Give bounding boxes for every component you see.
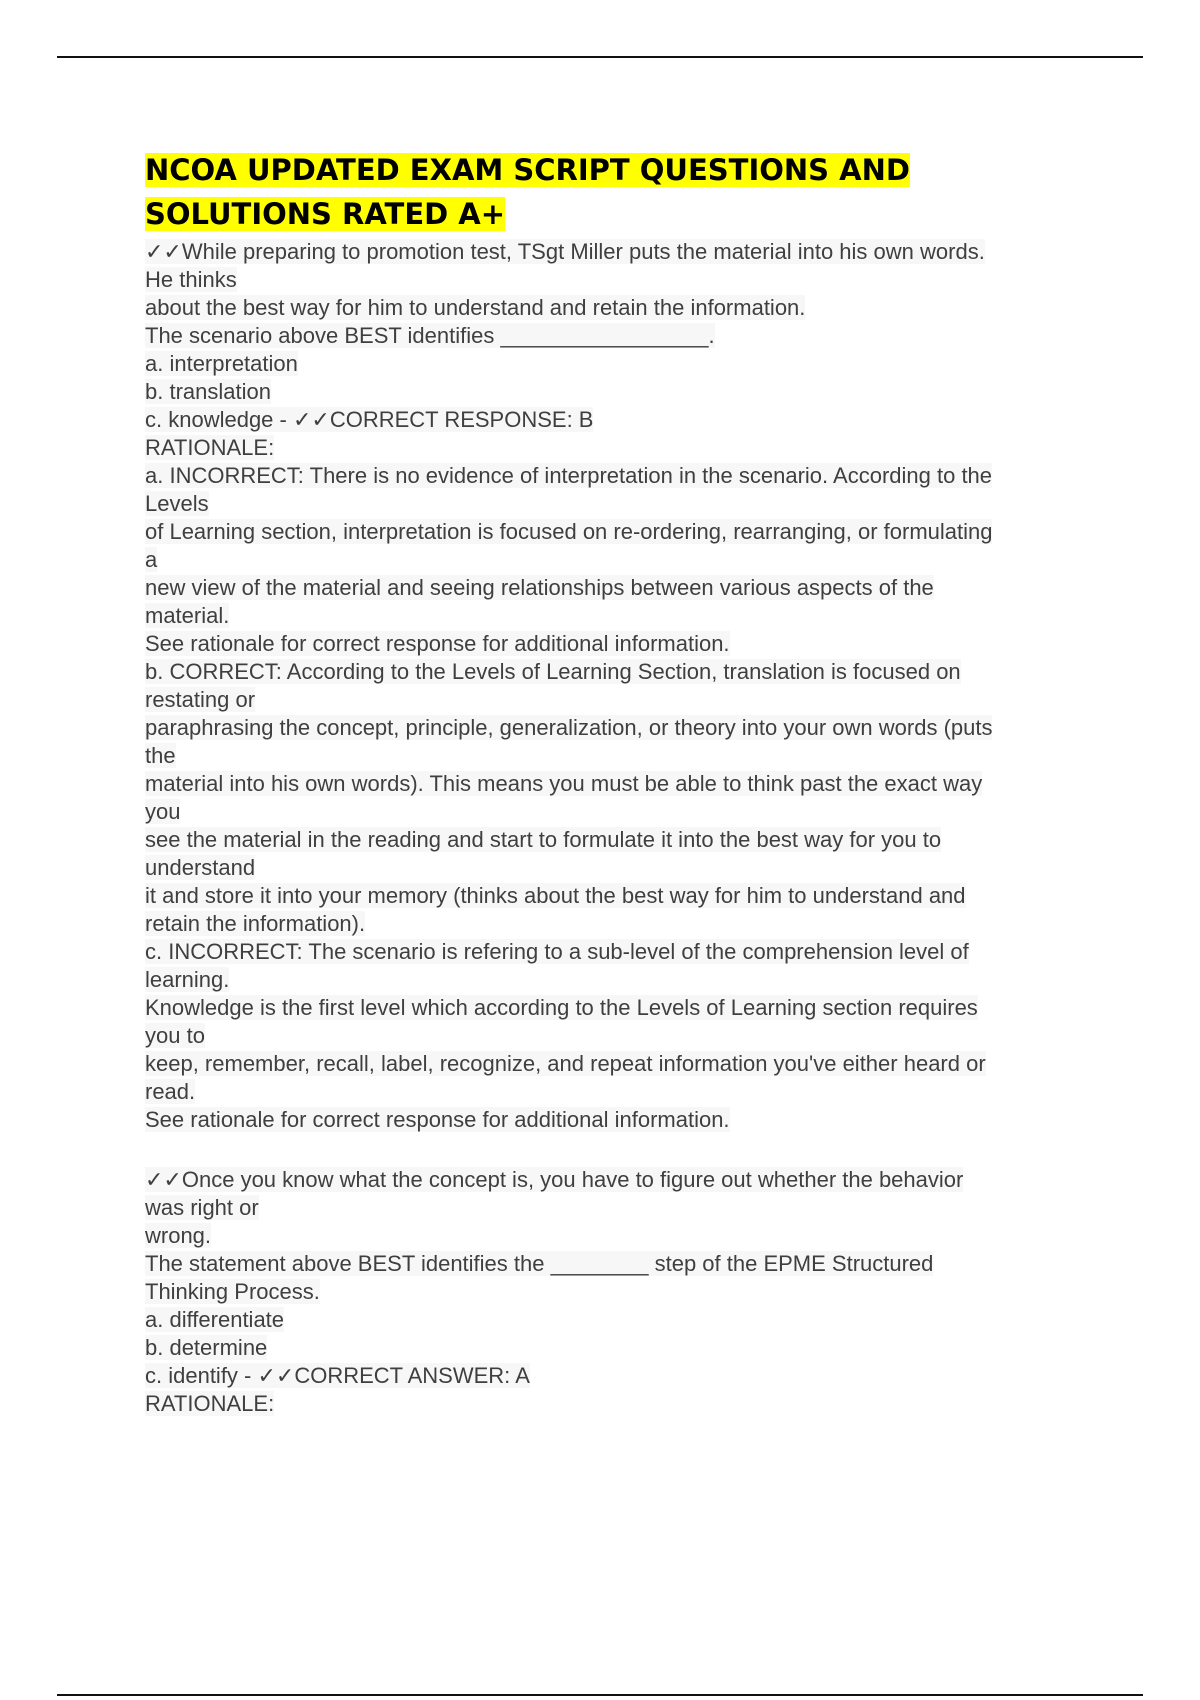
text-line: it and store it into your memory (thinks about the best way for him to understand and: [145, 883, 966, 908]
text-line: of Learning section, interpretation is focused on re-ordering, rearranging, or formulating: [145, 519, 993, 544]
title-line-2: SOLUTIONS RATED A+: [145, 197, 506, 231]
rationale-heading: RATIONALE:: [145, 435, 275, 460]
text-line: ✓✓While preparing to promotion test, TSgt Miller puts the material into his own words.: [145, 239, 985, 264]
text-line: about the best way for him to understand and retain the information.: [145, 295, 806, 320]
document-body: [145, 148, 1080, 1418]
text-line: See rationale for correct response for additional information.: [145, 631, 730, 656]
text-line: See rationale for correct response for additional information.: [145, 1107, 730, 1132]
option-c: c. identify - ✓✓CORRECT ANSWER: A: [145, 1363, 530, 1388]
text-line: learning.: [145, 967, 230, 992]
document-title: [145, 148, 1080, 236]
text-line: wrong.: [145, 1223, 212, 1248]
text-line: b. CORRECT: According to the Levels of Learning Section, translation is focused on: [145, 659, 961, 684]
title-line-1: NCOA UPDATED EXAM SCRIPT QUESTIONS AND: [145, 153, 910, 187]
text-line: understand: [145, 855, 256, 880]
top-rule: [57, 56, 1143, 58]
question-2: [145, 1166, 1080, 1418]
option-b: b. translation: [145, 379, 271, 404]
text-line: a. INCORRECT: There is no evidence of interpretation in the scenario. According to the: [145, 463, 993, 488]
text-line: was right or: [145, 1195, 259, 1220]
text-line: read.: [145, 1079, 196, 1104]
text-line: The statement above BEST identifies the ________ step of the EPME Structured: [145, 1251, 934, 1276]
text-line: retain the information).: [145, 911, 366, 936]
question-1: [145, 238, 1080, 1134]
text-line: see the material in the reading and start to formulate it into the best way for you to: [145, 827, 942, 852]
rationale-heading: RATIONALE:: [145, 1391, 275, 1416]
option-c: c. knowledge - ✓✓CORRECT RESPONSE: B: [145, 407, 594, 432]
text-line: c. INCORRECT: The scenario is refering to a sub-level of the comprehension level of: [145, 939, 969, 964]
text-line: a: [145, 547, 158, 572]
option-a: a. interpretation: [145, 351, 298, 376]
text-line: He thinks: [145, 267, 237, 292]
text-line: paraphrasing the concept, principle, generalization, or theory into your own words (puts: [145, 715, 993, 740]
text-line: the: [145, 743, 176, 768]
option-a: a. differentiate: [145, 1307, 285, 1332]
option-b: b. determine: [145, 1335, 268, 1360]
text-line: The scenario above BEST identifies _________________.: [145, 323, 715, 348]
text-line: you to: [145, 1023, 205, 1048]
text-line: Levels: [145, 491, 209, 516]
text-line: new view of the material and seeing relationships between various aspects of the: [145, 575, 934, 600]
text-line: restating or: [145, 687, 256, 712]
text-line: keep, remember, recall, label, recognize, and repeat information you've either heard or: [145, 1051, 986, 1076]
bottom-rule: [57, 1694, 1143, 1696]
text-line: material into his own words). This means you must be able to think past the exact way: [145, 771, 983, 796]
text-line: Knowledge is the first level which according to the Levels of Learning section requires: [145, 995, 978, 1020]
text-line: material.: [145, 603, 230, 628]
text-line: Thinking Process.: [145, 1279, 320, 1304]
section-spacer: [145, 1134, 1080, 1164]
text-line: you: [145, 799, 181, 824]
text-line: ✓✓Once you know what the concept is, you have to figure out whether the behavior: [145, 1167, 964, 1192]
